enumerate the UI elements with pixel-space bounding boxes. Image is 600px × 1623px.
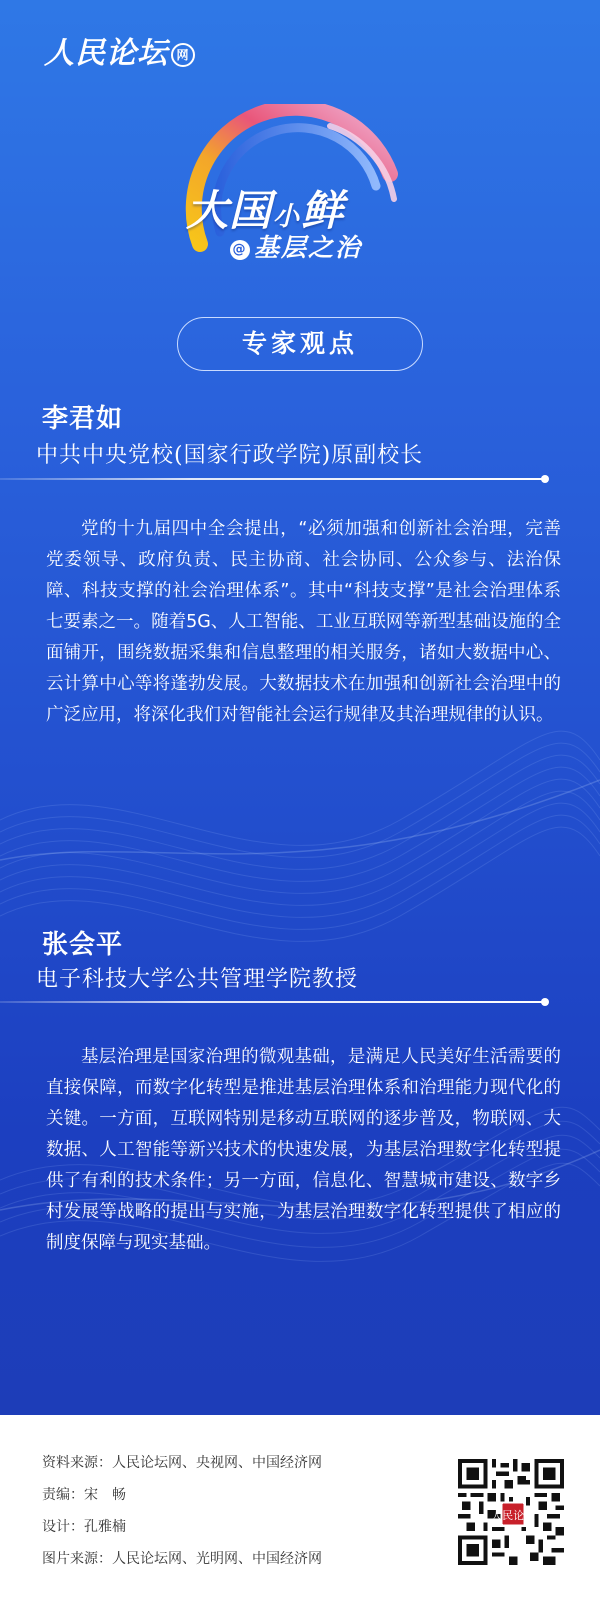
divider	[0, 1001, 548, 1003]
emblem-subtitle	[230, 228, 362, 264]
credit-editor: 责编：宋 畅	[42, 1487, 126, 1503]
logo-text: 人民论坛	[44, 36, 168, 71]
expert-quote: 基层治理是国家治理的微观基础，是满足人民美好生活需要的直接保障，而数字化转型是推进基层治理体系和治理能力现代化的关键。一方面，互联网特别是移动互联网的逐步普及，物联网、大数据、人工智能等新兴技术的快速发展，为基层治理数字化转型提供了有利的技术条件；另一方面，信息化、智慧城市建设、数字乡村发展等战略的提出与实施，为基层治理数字化转型提供了相应的制度保障与现实基础。	[46, 1047, 561, 1253]
qr-code-icon[interactable]	[458, 1459, 564, 1565]
divider-dot	[541, 998, 549, 1006]
logo	[44, 28, 195, 72]
expert-name: 张会平	[42, 930, 124, 960]
logo-badge: 网	[171, 43, 195, 67]
credit-image-source: 图片来源：人民论坛网、光明网、中国经济网	[42, 1551, 322, 1567]
emblem-title-big: 大国	[186, 186, 273, 235]
credit-source: 资料来源：人民论坛网、央视网、中国经济网	[42, 1455, 322, 1471]
emblem-title-end: 鲜	[301, 186, 345, 235]
at-icon: @	[230, 240, 250, 260]
qr-seal-text: 人民论坛	[491, 1509, 536, 1523]
divider-dot	[541, 475, 549, 483]
credit-design: 设计：孔雅楠	[42, 1519, 126, 1535]
emblem-title-small: 小	[273, 202, 301, 232]
credits	[42, 1455, 322, 1583]
expert-quote: 党的十九届四中全会提出，“必须加强和创新社会治理，完善党委领导、政府负责、民主协商、社会协同、公众参与、法治保障、科技支撑的社会治理体系”。其中“科技支撑”是社会治理体系七要素之一。随着5G、人工智能、工业互联网等新型基础设施的全面铺开，围绕数据采集和信息整理的相关服务，诸如大数据中心、云计算中心等将蓬勃发展。大数据技术在加强和创新社会治理中的广泛应用，将深化我们对智能社会运行规律及其治理规律的认识。	[46, 519, 561, 725]
section-pill: 专家观点	[177, 317, 423, 371]
footer	[0, 1415, 600, 1623]
expert-role: 电子科技大学公共管理学院教授	[36, 967, 359, 992]
divider	[0, 478, 548, 480]
expert-name: 李君如	[42, 404, 124, 434]
emblem-subtitle-text: 基层之治	[254, 233, 363, 262]
expert-role: 中共中央党校(国家行政学院)原副校长	[36, 443, 424, 468]
